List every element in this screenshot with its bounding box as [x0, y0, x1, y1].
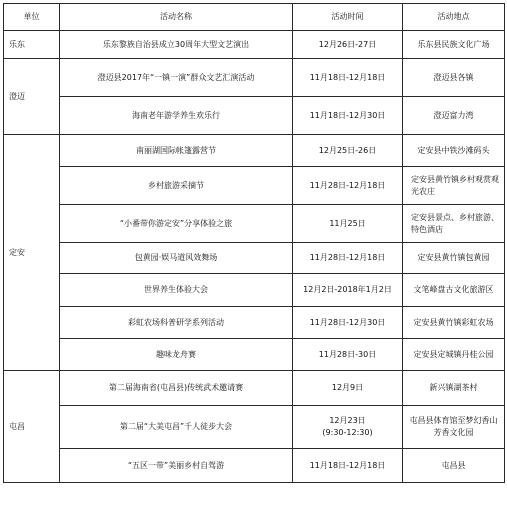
activity-place-cell: 定安县中铁沙滩码头	[403, 135, 505, 167]
table-row	[4, 371, 505, 406]
activity-table-container	[3, 3, 505, 483]
table-row	[4, 243, 505, 274]
table-row	[4, 406, 505, 449]
activity-name-cell: 趣味龙舟赛	[60, 339, 293, 371]
header-row	[4, 4, 505, 31]
table-row	[4, 97, 505, 135]
activity-time-text: 11月25日	[329, 218, 366, 228]
activity-time-cell	[293, 31, 403, 59]
activity-time-cell	[293, 243, 403, 274]
activity-place-cell: 屯昌县	[403, 449, 505, 483]
activity-time-cell	[293, 205, 403, 243]
table-row	[4, 449, 505, 483]
activity-time-cell	[293, 274, 403, 307]
activity-place-cell: 文笔峰盘古文化旅游区	[403, 274, 505, 307]
activity-time-text: 12月2日-2018年1月2日	[303, 285, 392, 294]
activity-time-cell	[293, 59, 403, 97]
table-row	[4, 339, 505, 371]
activity-place-cell: 定安县定城镇丹桂公园	[403, 339, 505, 371]
header-activity-place: 活动地点	[403, 4, 505, 31]
activity-name-cell: 乐东黎族自治县成立30周年大型文艺演出	[60, 31, 293, 59]
activity-place-cell: 屯昌县体育馆至梦幻香山芳香文化园	[403, 406, 505, 449]
activity-place-cell: 新兴镇湖茶村	[403, 371, 505, 406]
activity-name-cell: 世界养生体验大会	[60, 274, 293, 307]
activity-name-cell: 澄迈县2017年“一镇一演”群众文艺汇演活动	[60, 59, 293, 97]
activity-place-cell: 定安县黄竹镇乡村观赏观光农庄	[403, 167, 505, 205]
activity-name-cell: 乡村旅游采摘节	[60, 167, 293, 205]
table-row	[4, 167, 505, 205]
activity-name-cell: 第二届“大美屯昌”千人徒步大会	[60, 406, 293, 449]
activity-place-cell: 澄迈县各镇	[403, 59, 505, 97]
activity-place-cell: 澄迈富力湾	[403, 97, 505, 135]
table-row	[4, 205, 505, 243]
activity-time-text: 11月28日-12月18日	[309, 180, 386, 190]
header-activity-name: 活动名称	[60, 4, 293, 31]
activity-time-text: 11月28日-30日	[318, 349, 377, 359]
activity-name-cell: “五区一带”美丽乡村自驾游	[60, 449, 293, 483]
activity-time-cell	[293, 371, 403, 406]
activity-time-cell	[293, 449, 403, 483]
activity-time-text: 11月18日-12月30日	[309, 110, 386, 120]
activity-table	[3, 3, 505, 483]
table-row	[4, 274, 505, 307]
activity-time-text: 11月28日-12月18日	[309, 253, 386, 262]
activity-place-cell: 乐东县民族文化广场	[403, 31, 505, 59]
activity-time-cell	[293, 339, 403, 371]
activity-place-cell: 定安县黄竹镇彩虹农场	[403, 307, 505, 339]
activity-time-subtext: (9:30-12:30)	[322, 428, 373, 437]
activity-time-text: 11月28日-12月30日	[309, 317, 386, 327]
table-row	[4, 31, 505, 59]
activity-time-text: 12月23日	[329, 416, 366, 425]
activity-time-text: 12月9日	[331, 383, 364, 392]
activity-time-cell	[293, 406, 403, 449]
activity-time-text: 11月18日-12月18日	[309, 460, 386, 470]
activity-name-cell: 南丽湖国际帐篷露营节	[60, 135, 293, 167]
unit-cell: 乐东	[4, 31, 60, 59]
activity-time-text: 12月25日-26日	[318, 145, 377, 155]
header-unit: 单位	[4, 4, 60, 31]
activity-time-cell	[293, 307, 403, 339]
activity-name-cell: 包黄园·娱马道风效舞场	[60, 243, 293, 274]
table-row	[4, 135, 505, 167]
activity-place-cell: 定安县景点、乡村旅游、特色酒店	[403, 205, 505, 243]
table-row	[4, 59, 505, 97]
activity-time-text: 12月26日-27日	[318, 39, 377, 49]
unit-cell: 屯昌	[4, 371, 60, 483]
table-row	[4, 307, 505, 339]
activity-place-cell: 定安县黄竹镇包黄园	[403, 243, 505, 274]
activity-time-cell	[293, 97, 403, 135]
activity-time-cell	[293, 167, 403, 205]
activity-name-cell: 海南老年游学养生欢乐行	[60, 97, 293, 135]
activity-name-cell: 彩虹农场科普研学系列活动	[60, 307, 293, 339]
activity-time-text: 11月18日-12月18日	[309, 72, 386, 82]
unit-cell: 定安	[4, 135, 60, 371]
unit-cell: 澄迈	[4, 59, 60, 135]
activity-name-cell: 第二届海南省(屯昌县)传统武术邀请赛	[60, 371, 293, 406]
activity-time-cell	[293, 135, 403, 167]
header-activity-time: 活动时间	[293, 4, 403, 31]
activity-name-cell: “小番带你游定安”分享体验之旅	[60, 205, 293, 243]
